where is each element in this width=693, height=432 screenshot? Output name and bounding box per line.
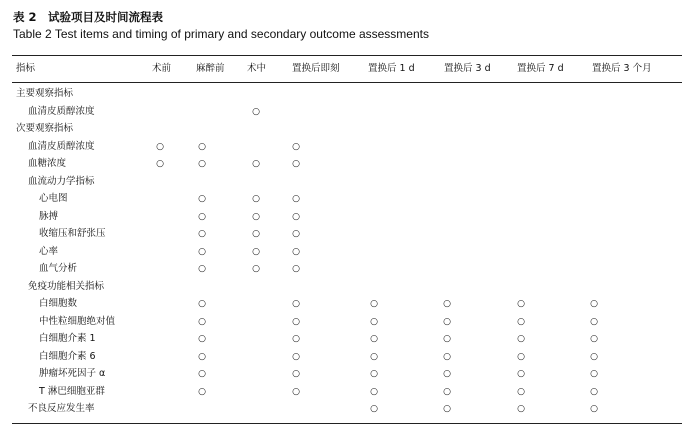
assessment-mark: ○ [590,299,598,309]
column-header-day-1: 置换后 1 d [368,63,415,74]
assessment-mark: ○ [292,264,300,274]
assessment-mark: ○ [292,194,300,204]
assessment-mark: ○ [370,334,378,344]
assessment-mark: ○ [370,317,378,327]
assessment-mark: ○ [590,404,598,414]
column-header-intraoperative: 术中 [247,63,267,74]
assessment-mark: ○ [443,317,451,327]
assessment-mark: ○ [198,299,206,309]
assessment-mark: ○ [517,317,525,327]
row-label: 收缩压和舒张压 [39,228,106,239]
column-header-pre-anesthesia: 麻醉前 [196,63,225,74]
row-label: 血流动力学指标 [28,176,95,187]
assessment-mark: ○ [292,334,300,344]
assessment-mark: ○ [292,299,300,309]
assessment-mark: ○ [517,369,525,379]
column-header-indicator: 指标 [16,63,36,74]
assessment-mark: ○ [292,142,300,152]
assessment-mark: ○ [198,247,206,257]
assessment-mark: ○ [198,159,206,169]
row-label: 血清皮质醇浓度 [28,141,95,152]
assessment-mark: ○ [443,387,451,397]
assessment-mark: ○ [198,142,206,152]
assessment-mark: ○ [198,194,206,204]
row-label: 肿瘤坏死因子 α [39,368,106,379]
column-header-immediately-after: 置换后即刻 [292,63,340,74]
assessment-mark: ○ [292,369,300,379]
assessment-mark: ○ [198,264,206,274]
row-label: 心电图 [39,193,68,204]
assessment-mark: ○ [156,159,164,169]
assessment-mark: ○ [198,334,206,344]
assessment-mark: ○ [198,369,206,379]
assessment-mark: ○ [252,247,260,257]
column-header-day-7: 置换后 7 d [517,63,564,74]
assessment-mark: ○ [198,387,206,397]
row-label: 不良反应发生率 [28,403,95,414]
assessment-mark: ○ [443,352,451,362]
assessment-mark: ○ [252,264,260,274]
assessment-mark: ○ [443,404,451,414]
assessment-mark: ○ [292,247,300,257]
assessment-mark: ○ [292,352,300,362]
table-top-rule [12,55,682,56]
column-header-preoperative: 术前 [152,63,172,74]
assessment-mark: ○ [252,229,260,239]
assessment-mark: ○ [252,107,260,117]
assessment-mark: ○ [590,352,598,362]
row-label: 脉搏 [39,211,59,222]
assessment-mark: ○ [590,387,598,397]
assessment-mark: ○ [370,369,378,379]
assessment-mark: ○ [590,317,598,327]
row-label: 血气分析 [39,263,78,274]
table-caption-english: Table 2 Test items and timing of primary and secondary outcome assessments [13,27,429,41]
assessment-mark: ○ [443,334,451,344]
column-header-day-3: 置换后 3 d [444,63,491,74]
assessment-mark: ○ [517,387,525,397]
assessment-mark: ○ [198,352,206,362]
assessment-mark: ○ [370,299,378,309]
assessment-mark: ○ [517,352,525,362]
assessment-mark: ○ [370,387,378,397]
row-label: T 淋巴细胞亚群 [39,386,105,397]
assessment-mark: ○ [292,387,300,397]
assessment-mark: ○ [252,194,260,204]
assessment-mark: ○ [590,334,598,344]
row-label: 心率 [39,246,59,257]
assessment-mark: ○ [590,369,598,379]
assessment-mark: ○ [292,317,300,327]
assessment-mark: ○ [198,229,206,239]
assessment-mark: ○ [517,334,525,344]
assessment-mark: ○ [292,212,300,222]
assessment-mark: ○ [292,229,300,239]
table-header-rule [12,82,682,83]
row-label: 次要观察指标 [16,123,74,134]
row-label: 免疫功能相关指标 [28,281,105,292]
table-caption-chinese: 表 2 试验项目及时间流程表 [13,10,164,24]
assessment-mark: ○ [370,404,378,414]
table-bottom-rule [12,423,682,424]
row-label: 血清皮质醇浓度 [28,106,95,117]
assessment-mark: ○ [292,159,300,169]
row-label: 主要观察指标 [16,88,74,99]
row-label: 血糖浓度 [28,158,67,169]
assessment-mark: ○ [517,299,525,309]
assessment-mark: ○ [443,369,451,379]
row-label: 白细胞介素 6 [39,351,96,362]
column-header-month-3: 置换后 3 个月 [592,63,652,74]
row-label: 白细胞数 [39,298,78,309]
assessment-mark: ○ [156,142,164,152]
assessment-mark: ○ [252,159,260,169]
assessment-mark: ○ [443,299,451,309]
row-label: 中性粒细胞绝对值 [39,316,116,327]
assessment-mark: ○ [198,212,206,222]
assessment-mark: ○ [517,404,525,414]
assessment-mark: ○ [252,212,260,222]
assessment-mark: ○ [370,352,378,362]
row-label: 白细胞介素 1 [39,333,96,344]
assessment-mark: ○ [198,317,206,327]
